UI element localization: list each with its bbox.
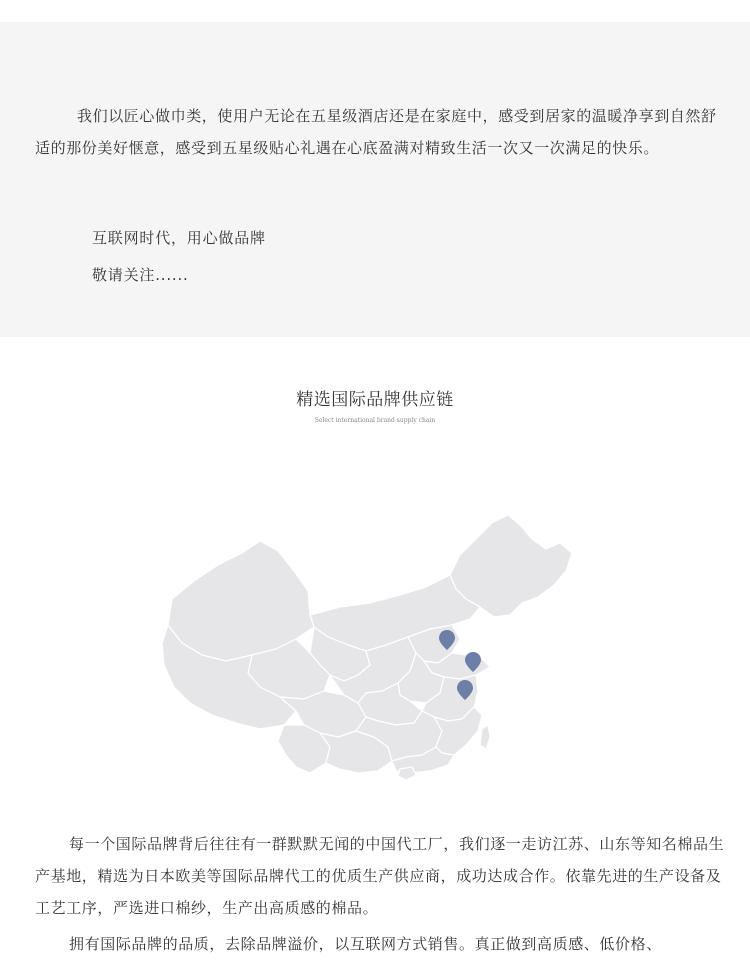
map-region-taiwan — [480, 725, 490, 749]
map-region-hainan — [398, 767, 416, 780]
supply-chain-paragraph: 每一个国际品牌背后往往有一群默默无闻的中国代工厂，我们逐一走访江苏、山东等知名棉品生产基地，精选为日本欧美等国际品牌代工的优质生产供应商，成功达成合作。依靠先进的生产设备及工艺工序，严选进口棉纱，生产出高质感的棉品。 — [35, 835, 725, 917]
intro-paragraph: 我们以匠心做巾类，使用户无论在五星级酒店还是在家庭中，感受到居家的温暖净享到自然舒适的那份美好惬意，感受到五星级贴心礼遇在心底盈满对精致生活一次又一次满足的快乐。 — [35, 107, 717, 157]
intro-section — [0, 22, 750, 337]
section-title: 精选国际品牌供应链 — [296, 390, 454, 410]
section-subtitle: Select international brand supply chain — [314, 417, 436, 424]
brand-quality-paragraph: 拥有国际品牌的品质，去除品牌溢价，以互联网方式销售。真正做到高质感、低价格、 — [69, 935, 662, 953]
slogan-line-2: 敬请关注...... — [92, 266, 189, 284]
slogan-line-1: 互联网时代，用心做品牌 — [92, 229, 266, 247]
china-map-illustration — [160, 515, 580, 780]
map-regions — [162, 515, 572, 780]
